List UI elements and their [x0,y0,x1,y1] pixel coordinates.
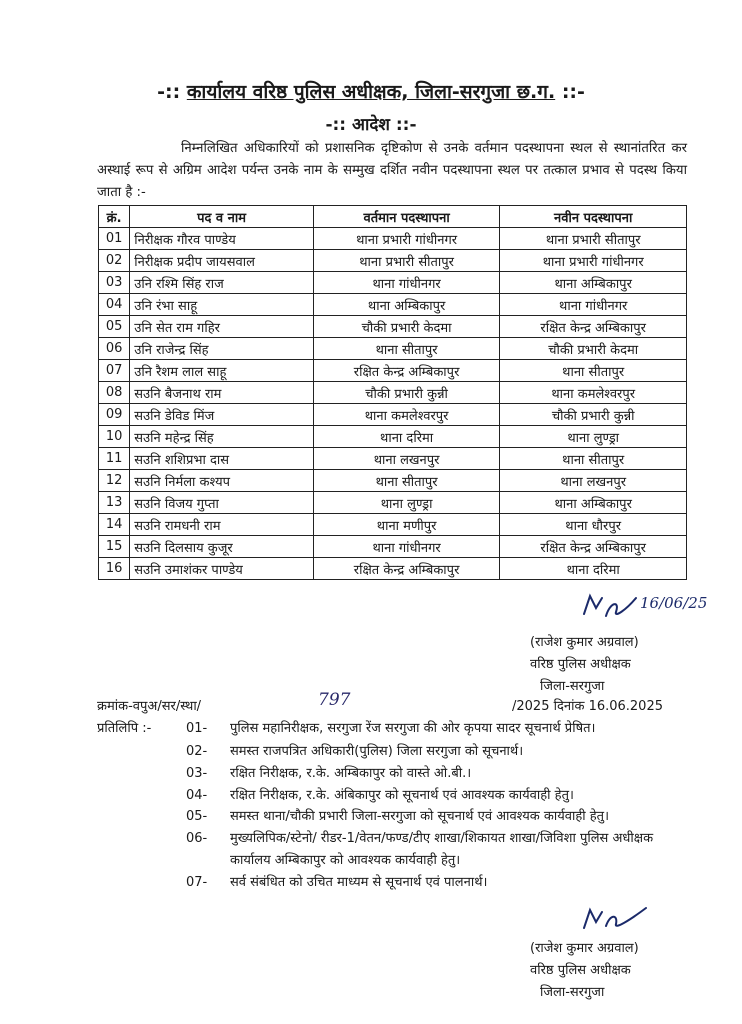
cell-serial: 16 [99,558,130,580]
cell-serial: 12 [99,470,130,492]
cell-serial: 11 [99,448,130,470]
header-current-posting: वर्तमान पदस्थापना [313,206,500,228]
header-new-posting: नवीन पदस्थापना [500,206,687,228]
cell-current-posting: थाना मणीपुर [313,514,500,536]
cell-current-posting: थाना कमलेश्वरपुर [313,404,500,426]
handwritten-date: 16/06/25 [640,594,708,612]
copy-item-number: 05- [186,809,208,824]
postings-table [98,205,687,580]
office-name: कार्यालय वरिष्ठ पुलिस अधीक्षक, जिला-सरगुजा छ.ग. [186,81,556,103]
table-row [99,448,687,470]
header-post-name: पद व नाम [130,206,314,228]
copy-item-number: 06- [186,831,208,846]
signature-scribble-2 [580,904,650,934]
cell-post-name: सउनि डेविड मिंज [130,404,314,426]
cell-current-posting: थाना सीतापुर [313,338,500,360]
cell-post-name: सउनि दिलसाय कुजूर [130,536,314,558]
cell-post-name: सउनि रामधनी राम [130,514,314,536]
table-row [99,492,687,514]
cell-serial: 02 [99,250,130,272]
cell-serial: 01 [99,228,130,250]
cell-current-posting: थाना गांधीनगर [313,272,500,294]
signatory-district: जिला-सरगुजा [540,679,605,694]
cell-new-posting: थाना लुण्ड्रा [500,426,687,448]
title-suffix: ::- [561,81,585,103]
reference-prefix: क्रमांक-वपुअ/सर/स्था/ [97,699,202,714]
copy-item-text: रक्षित निरीक्षक, र.के. अम्बिकापुर को वास्ते ओ.बी.। [230,766,472,781]
order-heading: -:: आदेश ::- [325,115,417,135]
cell-post-name: सउनि विजय गुप्ता [130,492,314,514]
cell-new-posting: थाना सीतापुर [500,448,687,470]
table-row [99,250,687,272]
cell-current-posting: थाना प्रभारी गांधीनगर [313,228,500,250]
cell-new-posting: थाना सीतापुर [500,360,687,382]
copy-item-text: समस्त थाना/चौकी प्रभारी जिला-सरगुजा को सूचनार्थ एवं आवश्यक कार्यवाही हेतु। [230,809,609,824]
table-row [99,404,687,426]
signatory-name: (राजेश कुमार अग्रवाल) [530,635,639,650]
cell-post-name: सउनि उमाशंकर पाण्डेय [130,558,314,580]
cell-serial: 07 [99,360,130,382]
cell-post-name: उनि रैशम लाल साहू [130,360,314,382]
cell-post-name: सउनि शशिप्रभा दास [130,448,314,470]
cell-post-name: उनि राजेन्द्र सिंह [130,338,314,360]
cell-post-name: सउनि निर्मला कश्यप [130,470,314,492]
table-header-row [99,206,687,228]
cell-current-posting: थाना अम्बिकापुर [313,294,500,316]
title-prefix: -:: [157,81,181,103]
cell-new-posting: रक्षित केन्द्र अम्बिकापुर [500,316,687,338]
cell-new-posting: थाना दरिमा [500,558,687,580]
table-row [99,470,687,492]
cell-serial: 06 [99,338,130,360]
copy-item-text: रक्षित निरीक्षक, र.के. अंबिकापुर को सूचनार्थ एवं आवश्यक कार्यवाही हेतु। [230,788,574,803]
office-title [0,78,742,104]
table-row [99,382,687,404]
cell-new-posting: थाना प्रभारी गांधीनगर [500,250,687,272]
cell-serial: 04 [99,294,130,316]
table-row [99,360,687,382]
cell-new-posting: थाना अम्बिकापुर [500,272,687,294]
table-row [99,316,687,338]
cell-post-name: उनि सेत राम गहिर [130,316,314,338]
cell-new-posting: थाना प्रभारी सीतापुर [500,228,687,250]
table-row [99,514,687,536]
signature-block-2 [530,938,639,1004]
cell-post-name: उनि रंभा साहू [130,294,314,316]
cell-serial: 03 [99,272,130,294]
copy-item-number: 02- [186,744,208,759]
copy-to-label: प्रतिलिपि :- [97,721,152,736]
signature-scribble-1 [580,592,640,622]
signatory-designation-2: वरिष्ठ पुलिस अधीक्षक [530,963,631,978]
cell-current-posting: थाना प्रभारी सीतापुर [313,250,500,272]
cell-new-posting: थाना लखनपुर [500,470,687,492]
copy-item-text: समस्त राजपत्रित अधिकारी(पुलिस) जिला सरगुजा को सूचनार्थ। [230,744,524,759]
copy-item-text: मुख्यलिपिक/स्टेनो/ रीडर-1/वेतन/फण्ड/टीए शाखा/शिकायत शाखा/जिविशा पुलिस अधीक्षक कार्यालय अम्बिकापुर को आवश्यक कार्यवाही हेतु। [230,831,654,868]
reference-number: 797 [318,690,351,710]
cell-post-name: सउनि बैजनाथ राम [130,382,314,404]
copy-item-number: 07- [186,875,208,890]
cell-serial: 14 [99,514,130,536]
cell-post-name: सउनि महेन्द्र सिंह [130,426,314,448]
cell-new-posting: चौकी प्रभारी केदमा [500,338,687,360]
cell-serial: 08 [99,382,130,404]
table-row [99,294,687,316]
table-row [99,338,687,360]
copy-item-number: 03- [186,766,208,781]
cell-current-posting: थाना सीतापुर [313,470,500,492]
cell-post-name: उनि रश्मि सिंह राज [130,272,314,294]
table-row [99,272,687,294]
cell-serial: 09 [99,404,130,426]
signatory-designation: वरिष्ठ पुलिस अधीक्षक [530,657,631,672]
cell-post-name: निरीक्षक गौरव पाण्डेय [130,228,314,250]
copy-item-text: सर्व संबंधित को उचित माध्यम से सूचनार्थ एवं पालनार्थ। [230,875,488,890]
cell-current-posting: रक्षित केन्द्र अम्बिकापुर [313,360,500,382]
cell-current-posting: रक्षित केन्द्र अम्बिकापुर [313,558,500,580]
copy-item-number: 04- [186,788,208,803]
cell-new-posting: रक्षित केन्द्र अम्बिकापुर [500,536,687,558]
cell-new-posting: थाना धौरपुर [500,514,687,536]
signature-block-1 [530,632,639,698]
cell-current-posting: चौकी प्रभारी केदमा [313,316,500,338]
cell-new-posting: चौकी प्रभारी कुन्नी [500,404,687,426]
signatory-district-2: जिला-सरगुजा [540,985,605,1000]
cell-serial: 05 [99,316,130,338]
signatory-name-2: (राजेश कुमार अग्रवाल) [530,941,639,956]
cell-current-posting: चौकी प्रभारी कुन्नी [313,382,500,404]
cell-post-name: निरीक्षक प्रदीप जायसवाल [130,250,314,272]
cell-current-posting: थाना लुण्ड्रा [313,492,500,514]
order-body-text: निम्नलिखित अधिकारियों को प्रशासनिक दृष्टिकोण से उनके वर्तमान पदस्थापना स्थल से स्थानांतरित कर अस्थाई रूप से अग्रिम आदेश पर्यन्त उनके नाम के सम्मुख दर्शित नवीन पदस्थापना स्थल पर तत्काल प्रभाव से पदस्थ किया जाता है :- [97,141,687,200]
cell-new-posting: थाना कमलेश्वरपुर [500,382,687,404]
cell-new-posting: थाना अम्बिकापुर [500,492,687,514]
cell-serial: 13 [99,492,130,514]
cell-current-posting: थाना दरिमा [313,426,500,448]
copy-item-number: 01- [186,721,208,736]
table-row [99,228,687,250]
copy-item-text: पुलिस महानिरीक्षक, सरगुजा रेंज सरगुजा की ओर कृपया सादर सूचनार्थ प्रेषित। [230,721,596,736]
header-serial: क्रं. [99,206,130,228]
reference-date: /2025 दिनांक 16.06.2025 [512,699,663,714]
cell-serial: 10 [99,426,130,448]
table-row [99,426,687,448]
cell-new-posting: थाना गांधीनगर [500,294,687,316]
table-row [99,558,687,580]
postings-body [99,228,687,580]
table-row [99,536,687,558]
cell-current-posting: थाना गांधीनगर [313,536,500,558]
cell-current-posting: थाना लखनपुर [313,448,500,470]
cell-serial: 15 [99,536,130,558]
